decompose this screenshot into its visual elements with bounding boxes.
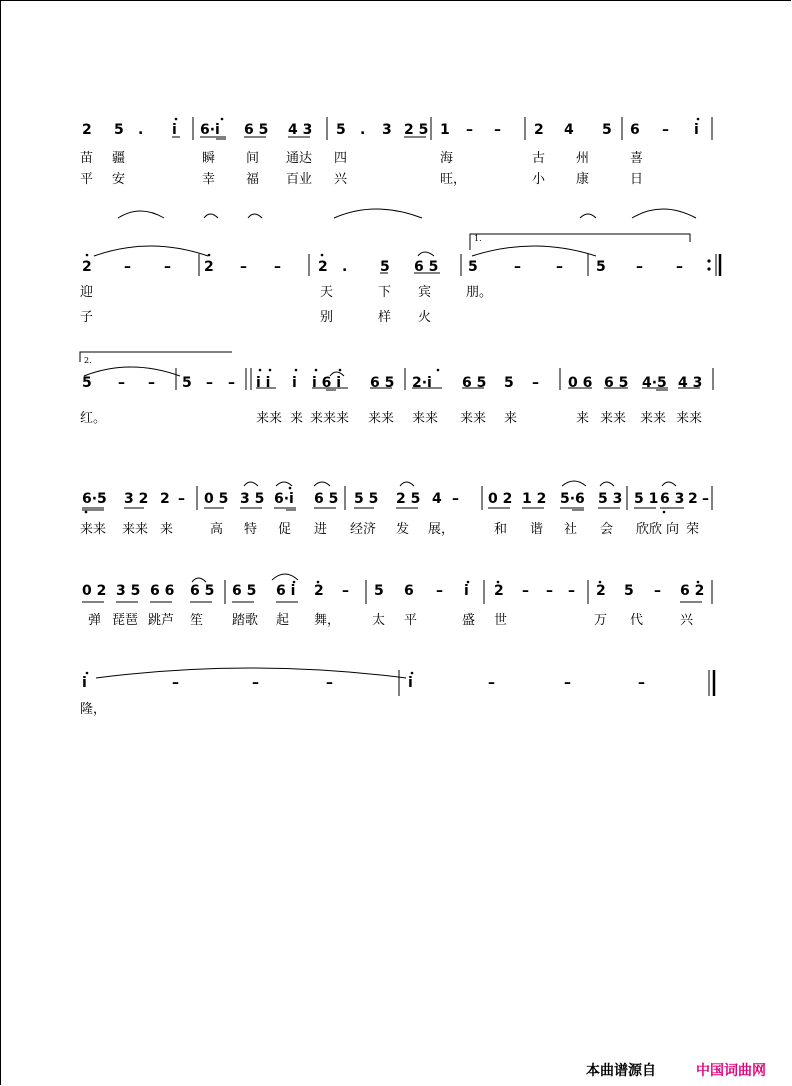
lyric: 世 [494, 613, 508, 628]
lyric: 平 [80, 172, 94, 187]
note-dash: – [662, 122, 669, 138]
note-dash: – [252, 675, 259, 691]
note: 4 3 [288, 122, 313, 138]
lyric: 荣 [686, 522, 700, 537]
note-dash: – [514, 259, 521, 275]
lyric: 特 [244, 522, 258, 537]
note-dash: – [326, 675, 333, 691]
lyric: 日 [630, 172, 644, 187]
note-dash: – [228, 375, 235, 391]
lyric: 州 [576, 151, 590, 166]
lyric: 苗 [80, 151, 94, 166]
note: 6 5 [414, 259, 439, 275]
lyric: 旺， [440, 172, 467, 187]
lyric: 宾 [418, 285, 432, 300]
note: i 6 i [312, 375, 342, 391]
note-dash: – [494, 122, 501, 138]
lyric: 来来 [600, 411, 627, 426]
lyric: 来来 [640, 411, 667, 426]
note: 5 [504, 375, 514, 391]
note: i [694, 122, 699, 138]
note: 5 [82, 375, 92, 391]
lyric: 来来 [122, 522, 149, 537]
lyric: 疆 [112, 151, 126, 166]
note: 1 2 [522, 491, 547, 507]
lyric: 笙 [190, 613, 204, 628]
note: 3 [382, 122, 392, 138]
lyric: 古 [532, 151, 546, 166]
note: 2 5 [396, 491, 421, 507]
note-dot: . [342, 259, 348, 275]
lyric: 别 [320, 310, 334, 325]
lyric: 瞬 [202, 151, 216, 166]
lyric: 经济 [350, 522, 377, 537]
lyric: 喜 [630, 151, 644, 166]
note: 5 5 [354, 491, 379, 507]
note: 2 [596, 583, 606, 599]
note-dash: – [452, 491, 459, 507]
note-dash: – [546, 583, 553, 599]
note-dash: – [522, 583, 529, 599]
note: 6 5 [370, 375, 395, 391]
note: 5 [374, 583, 384, 599]
note-dash: – [488, 675, 495, 691]
note-dash: – [124, 259, 131, 275]
note: 5 [468, 259, 478, 275]
lyric: 海 [440, 151, 454, 166]
note: 5·6 [560, 491, 585, 507]
lyric: 样 [378, 310, 392, 325]
lyric: 平 [404, 613, 418, 628]
lyric: 间 [246, 151, 260, 166]
note: 2 [160, 491, 170, 507]
lyric: 来 [576, 411, 590, 426]
note: 4 [564, 122, 574, 138]
lyric: 和 [494, 522, 508, 537]
note-dash: – [556, 259, 563, 275]
note: 5 1 [634, 491, 659, 507]
note: 0 2 [488, 491, 513, 507]
note: 2 [494, 583, 504, 599]
note: 5 [602, 122, 612, 138]
lyric: 兴 [680, 613, 694, 628]
volta-1-label: 1. [474, 234, 482, 243]
note: 2·i [412, 375, 432, 391]
lyric: 来 [504, 411, 518, 426]
lyric: 子 [80, 310, 94, 325]
lyric: 来来 [256, 411, 283, 426]
lyric: 展， [428, 522, 455, 537]
note: 4 [432, 491, 442, 507]
note: 2 [534, 122, 544, 138]
note-dot: . [360, 122, 366, 138]
lyric: 红。 [80, 411, 107, 426]
note: 2 [204, 259, 214, 275]
note-dash: – [172, 675, 179, 691]
lyric: 万 [594, 613, 608, 628]
note: 3 5 [240, 491, 265, 507]
note: 0 6 [568, 375, 593, 391]
note-dash: – [148, 375, 155, 391]
lyric: 起 [276, 613, 290, 628]
note-dash: – [274, 259, 281, 275]
note: 2 [82, 122, 92, 138]
note: 6 5 [604, 375, 629, 391]
note: 4·5 [642, 375, 667, 391]
footer-source-label: 本曲谱源自 [586, 1063, 656, 1079]
note: 5 [336, 122, 346, 138]
lyric: 朋。 [466, 285, 493, 300]
note: 0 2 [82, 583, 107, 599]
lyric: 迎 [80, 285, 94, 300]
note-dash: – [178, 491, 185, 507]
note-dash: – [436, 583, 443, 599]
lyric: 跳芦 [148, 613, 175, 628]
note: 2 [82, 259, 92, 275]
note: 5 [182, 375, 192, 391]
lyric: 来来来 [310, 411, 350, 426]
lyric: 琵琶 [112, 613, 139, 628]
note: 6 i [276, 583, 296, 599]
lyric: 发 [396, 522, 410, 537]
note: 2 [688, 491, 698, 507]
note: 3 2 [124, 491, 149, 507]
lyric: 弹 [88, 613, 102, 628]
lyric: 下 [378, 285, 392, 300]
note-dash: – [638, 675, 645, 691]
note: i [464, 583, 469, 599]
lyric: 社 [564, 522, 578, 537]
note-dash: – [342, 583, 349, 599]
note: i i [256, 375, 271, 391]
lyric: 来 [290, 411, 304, 426]
note: 0 5 [204, 491, 229, 507]
note: 2 5 [404, 122, 429, 138]
note: i [292, 375, 297, 391]
note: 5 [596, 259, 606, 275]
row-6-markings [0, 656, 792, 706]
lyric: 幸 [202, 172, 216, 187]
note: 2 [318, 259, 328, 275]
note: 6·i [200, 122, 220, 138]
lyric: 太 [372, 613, 386, 628]
lyric: 天 [320, 285, 334, 300]
lyric: 来来 [460, 411, 487, 426]
lyric: 促 [278, 522, 292, 537]
note-dash: – [676, 259, 683, 275]
note: 6 3 [660, 491, 685, 507]
lyric: 来来 [412, 411, 439, 426]
note: 6 5 [244, 122, 269, 138]
row-2-markings [0, 228, 792, 278]
footer-site-link[interactable]: 中国词曲网 [696, 1063, 766, 1079]
lyric: 欣欣 [636, 522, 663, 537]
note: 6 2 [680, 583, 705, 599]
note-dash: – [654, 583, 661, 599]
lyric: 高 [210, 522, 224, 537]
lyric: 盛 [462, 613, 476, 628]
note-dash: – [164, 259, 171, 275]
note-dash: – [206, 375, 213, 391]
note: 1 [440, 122, 450, 138]
note: i [82, 675, 87, 691]
note: 4 3 [678, 375, 703, 391]
note: 6 5 [314, 491, 339, 507]
note: 3 5 [116, 583, 141, 599]
note: 5 [114, 122, 124, 138]
note: 6 [404, 583, 414, 599]
lyric: 来来 [368, 411, 395, 426]
lyric: 福 [246, 172, 260, 187]
note: 6 5 [462, 375, 487, 391]
note: 6 [630, 122, 640, 138]
note-dash: – [532, 375, 539, 391]
lyric: 踏歌 [232, 613, 259, 628]
volta-2-label: 2. [84, 356, 92, 365]
note: 2 [314, 583, 324, 599]
note-dot: . [138, 122, 144, 138]
lyric: 会 [600, 522, 614, 537]
lyric: 来来 [676, 411, 703, 426]
note-dash: – [240, 259, 247, 275]
lyric: 来 [160, 522, 174, 537]
note: 5 3 [598, 491, 623, 507]
note-dash: – [702, 491, 709, 507]
note-dash: – [636, 259, 643, 275]
note: 6·5 [82, 491, 107, 507]
lyric: 向 [666, 522, 680, 537]
note: i [408, 675, 413, 691]
lyric: 小 [532, 172, 546, 187]
note: 6 6 [150, 583, 175, 599]
lyric: 谐 [530, 522, 544, 537]
lyric: 兴 [334, 172, 348, 187]
lyric: 舞， [314, 613, 341, 628]
lyric: 进 [314, 522, 328, 537]
note: 6 5 [190, 583, 215, 599]
note: 5 [380, 259, 390, 275]
lyric: 康 [576, 172, 590, 187]
note: 6 5 [232, 583, 257, 599]
lyric: 来来 [80, 522, 107, 537]
lyric: 四 [334, 151, 348, 166]
lyric: 火 [418, 310, 432, 325]
lyric: 隆， [80, 702, 107, 717]
lyric: 百业 [286, 172, 313, 187]
note-dash: – [118, 375, 125, 391]
lyric: 代 [630, 613, 644, 628]
note-dash: – [466, 122, 473, 138]
note-dash: – [564, 675, 571, 691]
lyric: 安 [112, 172, 126, 187]
note: 5 [624, 583, 634, 599]
note-dash: – [568, 583, 575, 599]
note: i [172, 122, 177, 138]
lyric: 通达 [286, 151, 313, 166]
note: 6·i [274, 491, 294, 507]
